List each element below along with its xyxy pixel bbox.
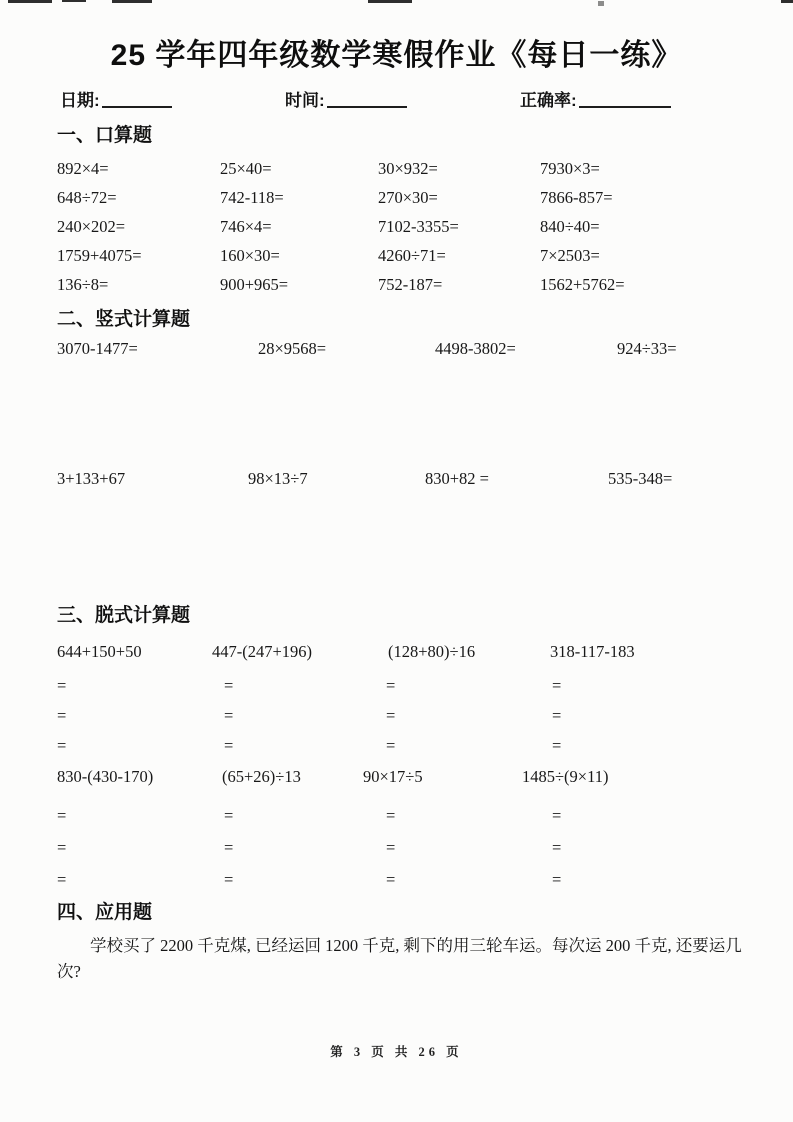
equals-sign: =	[552, 806, 562, 825]
oral-problem: 648÷72=	[57, 188, 117, 207]
offform-problem: 90×17÷5	[363, 767, 423, 786]
equals-sign: =	[552, 706, 562, 725]
oral-problem: 7930×3=	[540, 159, 600, 178]
equals-sign: =	[57, 706, 67, 725]
vertical-problem: 4498-3802=	[435, 339, 516, 358]
vertical-problem: 98×13÷7	[248, 469, 308, 488]
equals-sign: =	[552, 736, 562, 755]
oral-problem: 1759+4075=	[57, 246, 142, 265]
equals-sign: =	[386, 676, 396, 695]
offform-problems-row	[57, 768, 768, 785]
oral-problems-grid	[57, 160, 768, 293]
time-label: 时间:	[285, 91, 325, 110]
offform-equals-rows	[57, 807, 768, 888]
equals-sign: =	[224, 838, 234, 857]
oral-problem: 25×40=	[220, 159, 272, 178]
equals-sign: =	[57, 676, 67, 695]
oral-problem: 840÷40=	[540, 217, 600, 236]
equals-sign: =	[386, 806, 396, 825]
section-heading-application: 四、应用题	[57, 902, 153, 923]
offform-problem: 318-117-183	[550, 642, 635, 661]
oral-problem: 7866-857=	[540, 188, 613, 207]
oral-problem: 136÷8=	[57, 275, 109, 294]
offform-problem: 644+150+50	[57, 642, 142, 661]
oral-problem: 270×30=	[378, 188, 438, 207]
vertical-problems-row	[57, 470, 768, 487]
offform-problems-row	[57, 643, 768, 660]
accuracy-blank	[579, 93, 671, 108]
date-field	[60, 86, 172, 111]
equals-sign: =	[224, 806, 234, 825]
section-heading-offform: 三、脱式计算题	[57, 605, 191, 626]
vertical-problem: 924÷33=	[617, 339, 677, 358]
offform-equals-rows	[57, 677, 768, 754]
date-label: 日期:	[60, 91, 100, 110]
equals-sign: =	[386, 838, 396, 857]
page-title: 25 学年四年级数学寒假作业《每日一练》	[110, 39, 683, 72]
time-blank	[327, 93, 407, 108]
equals-sign: =	[552, 838, 562, 857]
equals-sign: =	[386, 736, 396, 755]
accuracy-field	[520, 86, 671, 111]
oral-problem: 160×30=	[220, 246, 280, 265]
equals-sign: =	[57, 736, 67, 755]
oral-problem: 752-187=	[378, 275, 443, 294]
offform-problem: 830-(430-170)	[57, 767, 154, 786]
vertical-problem: 535-348=	[608, 469, 673, 488]
meta-row	[60, 86, 763, 112]
oral-problem: 742-118=	[220, 188, 284, 207]
offform-problem: 447-(247+196)	[212, 642, 313, 661]
equals-sign: =	[57, 838, 67, 857]
time-field	[285, 86, 407, 111]
oral-problem: 4260÷71=	[378, 246, 446, 265]
scan-artifact	[368, 0, 412, 3]
page-number: 第 3 页 共 26 页	[330, 1045, 463, 1059]
vertical-problems-row	[57, 340, 768, 357]
equals-sign: =	[386, 706, 396, 725]
oral-problem: 900+965=	[220, 275, 289, 294]
oral-problem: 240×202=	[57, 217, 126, 236]
scan-artifact	[112, 0, 152, 3]
scan-artifact	[598, 1, 604, 6]
section-heading-vertical: 二、竖式计算题	[57, 309, 191, 330]
scan-artifact	[62, 0, 86, 2]
vertical-problem: 3070-1477=	[57, 339, 138, 358]
equals-sign: =	[57, 870, 67, 889]
equals-sign: =	[57, 806, 67, 825]
accuracy-label: 正确率:	[520, 91, 577, 110]
equals-sign: =	[552, 676, 562, 695]
application-problem-text: 学校买了 2200 千克煤, 已经运回 1200 千克, 剩下的用三轮车运。每次运 200 千克, 还要运几次?	[57, 936, 742, 981]
offform-problem: (128+80)÷16	[388, 642, 476, 661]
equals-sign: =	[224, 870, 234, 889]
equals-sign: =	[224, 736, 234, 755]
scan-artifact	[8, 0, 52, 3]
oral-problem: 892×4=	[57, 159, 109, 178]
date-blank	[102, 93, 172, 108]
oral-problem: 7102-3355=	[378, 217, 459, 236]
scan-artifact	[781, 0, 793, 3]
equals-sign: =	[552, 870, 562, 889]
vertical-problem: 28×9568=	[258, 339, 327, 358]
vertical-problem: 3+133+67	[57, 469, 126, 488]
equals-sign: =	[386, 870, 396, 889]
equals-sign: =	[224, 706, 234, 725]
offform-problem: 1485÷(9×11)	[522, 767, 609, 786]
oral-problem: 1562+5762=	[540, 275, 625, 294]
section-heading-oral: 一、口算题	[57, 125, 153, 146]
offform-problem: (65+26)÷13	[222, 767, 301, 786]
oral-problem: 7×2503=	[540, 246, 600, 265]
oral-problem: 746×4=	[220, 217, 272, 236]
vertical-problem: 830+82 =	[425, 469, 489, 488]
oral-problem: 30×932=	[378, 159, 438, 178]
equals-sign: =	[224, 676, 234, 695]
